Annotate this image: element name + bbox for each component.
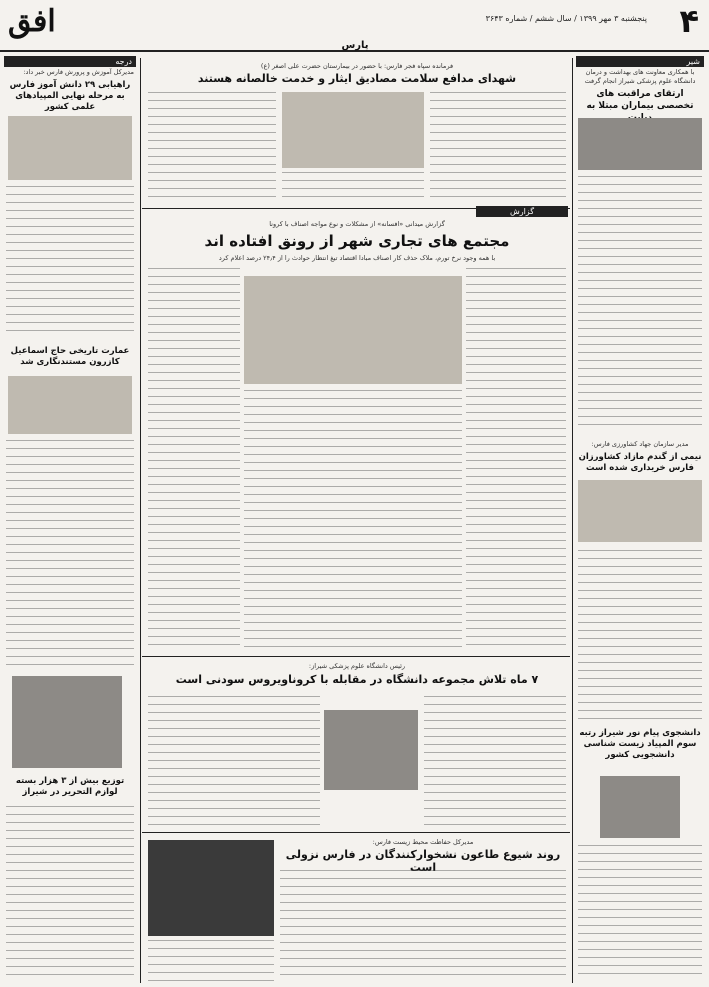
- article-body: [430, 92, 566, 202]
- story-headline: عمارت تاریخی حاج اسماعیل کازرون مستندنگاری شد: [10, 346, 130, 367]
- story-kicker: مدیر سازمان جهاد کشاورزی فارس:: [591, 440, 689, 448]
- students-photo: [8, 116, 132, 180]
- story-headline: ۷ ماه تلاش مجموعه دانشگاه در مقابله با کروناویروس سودنی است: [175, 673, 539, 686]
- story-headline: دانشجوی پیام نور شیراز رتبه سوم المپیاد زیست شناسی دانشجویی کشور: [579, 728, 701, 760]
- article-body: [424, 696, 566, 826]
- article-body: [578, 550, 702, 720]
- official-photo: [324, 710, 418, 790]
- article-body: [148, 268, 240, 648]
- article-body: [148, 92, 276, 202]
- article-body: [148, 940, 274, 982]
- article-body: [6, 440, 134, 670]
- column-divider: [572, 58, 573, 983]
- student-portrait: [600, 776, 680, 838]
- column-divider: [140, 58, 141, 983]
- column-label: درجه: [4, 56, 136, 67]
- story-headline: توزیع بیش از ۳ هزار بسته لوازم التحریر در شیراز: [15, 776, 125, 797]
- diabetes-photo: [578, 118, 702, 170]
- article-body: [578, 176, 702, 432]
- article-body: [244, 390, 462, 648]
- story-headline: شهدای مدافع سلامت مصادیق ایثار و خدمت خالصانه هستند: [197, 72, 517, 85]
- wheat-photo: [578, 480, 702, 542]
- environment-official-photo: [148, 840, 274, 936]
- article-body: [148, 696, 320, 826]
- story-headline: روند شیوع طاعون نشخوارکنندگان در فارس نزولی است: [285, 848, 561, 874]
- story-headline: راهیابی ۲۹ دانش آموز فارس به مرحله نهایی المپیادهای علمی کشور: [9, 80, 131, 112]
- story-kicker: فرمانده سپاه فجر فارس: با حضور در بیمارستان حضرت علی اصغر (ع): [260, 62, 454, 70]
- building-photo: [8, 376, 132, 434]
- article-body: [466, 268, 566, 648]
- article-body: [578, 845, 702, 981]
- story-kicker: مدیرکل آموزش و پرورش فارس خبر داد:: [23, 68, 134, 76]
- report-label: گزارش: [476, 206, 568, 217]
- article-body: [280, 870, 566, 982]
- story-headline: ارتقای مراقبت های تخصصی بیماران مبتلا به: [586, 89, 694, 111]
- page-number: ۴: [679, 2, 699, 40]
- story-kicker: با همکاری معاونت های بهداشت و درمان دانشگاه علوم پزشکی شیراز انجام گرفت: [584, 68, 696, 85]
- section-divider: [142, 656, 570, 657]
- report-subhead: با همه وجود نرخ تورم، ملاک حذف کار اصناف مبادا اقتصاد تیغ انتظار حوادث را از ۲۴٫۴ درصد اعلام کرد: [218, 254, 496, 262]
- stationery-photo: [12, 676, 122, 768]
- hospital-photo-1: [282, 92, 424, 168]
- newspaper-logo: افق: [8, 4, 56, 39]
- dateline: پنجشنبه ۳ مهر ۱۳۹۹ / سال ششم / شماره ۳۶۴۳: [485, 14, 647, 23]
- article-body: [6, 806, 134, 982]
- article-body: [282, 172, 424, 202]
- report-kicker: گزارش میدانی «افسانه» از مشکلات و نوع مواجه اصناف با کرونا: [269, 220, 445, 228]
- column-label: شیر: [576, 56, 704, 67]
- report-headline: مجتمع های تجاری شهر از رونق افتاده اند: [204, 232, 510, 250]
- story-kicker: رئیس دانشگاه علوم پزشکی شیراز:: [308, 662, 406, 670]
- section-divider: [142, 832, 570, 833]
- story-kicker: مدیرکل حفاظت محیط زیست فارس:: [372, 838, 474, 846]
- section-name: پارس: [341, 40, 369, 51]
- article-body: [6, 186, 134, 336]
- story-headline: نیمی از گندم مازاد کشاورزان فارس خریداری شده است: [578, 452, 702, 473]
- shop-photo: [244, 276, 462, 384]
